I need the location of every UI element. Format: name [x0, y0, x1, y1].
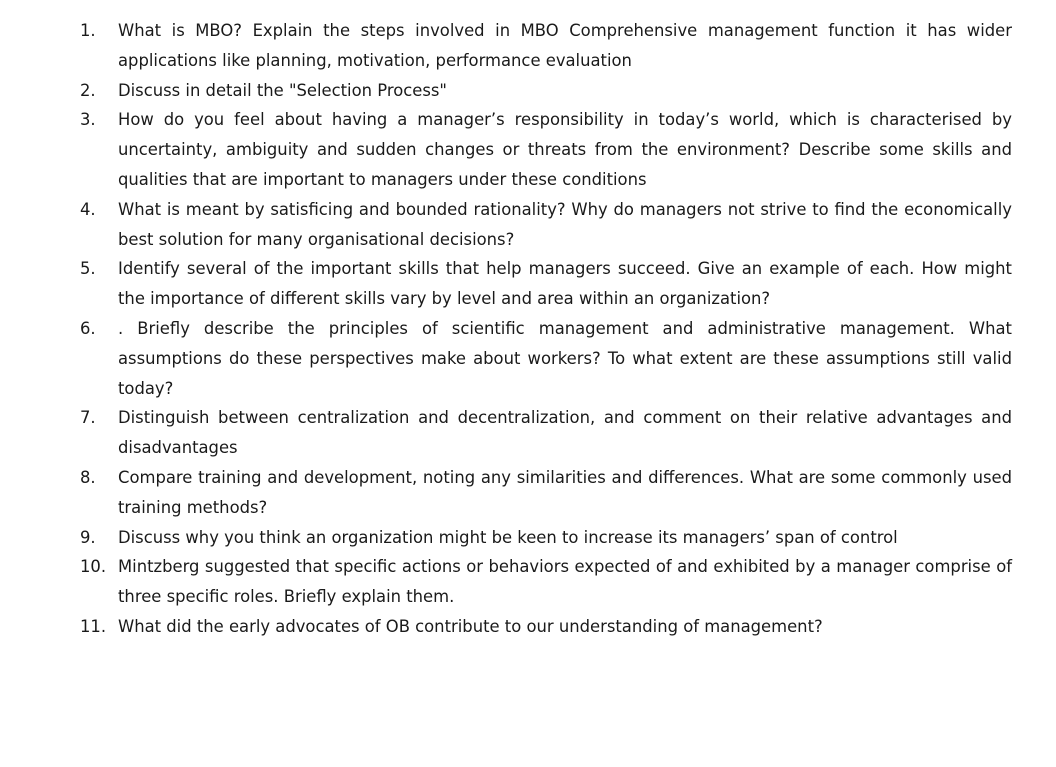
question-text: Discuss why you think an organization might be keen to increase its managers’ span of control [118, 527, 898, 547]
question-item [80, 612, 1012, 642]
question-item [80, 523, 1012, 553]
question-item [80, 552, 1012, 612]
question-text: Identify several of the important skills that help managers succeed. Give an example of each. How might the importance of different skills vary by level and area within an organization? [118, 259, 1012, 309]
question-number: 4. [80, 199, 96, 219]
question-text: How do you feel about having a manager’s responsibility in today’s world, which is characterised by uncertainty, ambiguity and sudden changes or threats from the environment? Describe some skills and qualities that are important to managers under these conditions [118, 110, 1012, 189]
question-number: 6. [80, 318, 96, 338]
question-number: 9. [80, 527, 96, 547]
question-text: What did the early advocates of OB contribute to our understanding of management? [118, 616, 823, 636]
question-text: What is meant by satisficing and bounded rationality? Why do managers not strive to find the economically best solution for many organisational decisions? [118, 199, 1012, 249]
question-item [80, 254, 1012, 314]
question-text: Mintzberg suggested that specific actions or behaviors expected of and exhibited by a manager comprise of three specific roles. Briefly explain them. [118, 557, 1012, 607]
question-item [80, 403, 1012, 463]
question-number: 7. [80, 408, 96, 428]
question-item [80, 463, 1012, 523]
question-list [80, 16, 1012, 642]
question-item [80, 105, 1012, 194]
question-number: 1. [80, 21, 96, 40]
question-number: 3. [80, 110, 96, 130]
question-number: 5. [80, 259, 96, 279]
question-number: 11. [80, 616, 107, 636]
question-number: 2. [80, 80, 96, 100]
question-item [80, 195, 1012, 255]
question-item [80, 76, 1012, 106]
question-text: Distinguish between centralization and decentralization, and comment on their relative advantages and disadvantages [118, 408, 1012, 458]
question-number: 8. [80, 467, 96, 487]
question-text: Compare training and development, noting any similarities and differences. What are some commonly used training methods? [118, 467, 1012, 517]
question-sheet [80, 16, 1012, 642]
question-text: . Briefly describe the principles of scientific management and administrative management. What assumptions do these perspectives make about workers? To what extent are these assumptions still valid today? [118, 318, 1012, 398]
question-item [80, 314, 1012, 403]
question-text: What is MBO? Explain the steps involved in MBO Comprehensive management function it has wider applications like planning, motivation, performance evaluation [118, 21, 1012, 70]
question-number: 10. [80, 557, 107, 577]
question-text: Discuss in detail the "Selection Process" [118, 80, 447, 100]
question-item [80, 16, 1012, 76]
